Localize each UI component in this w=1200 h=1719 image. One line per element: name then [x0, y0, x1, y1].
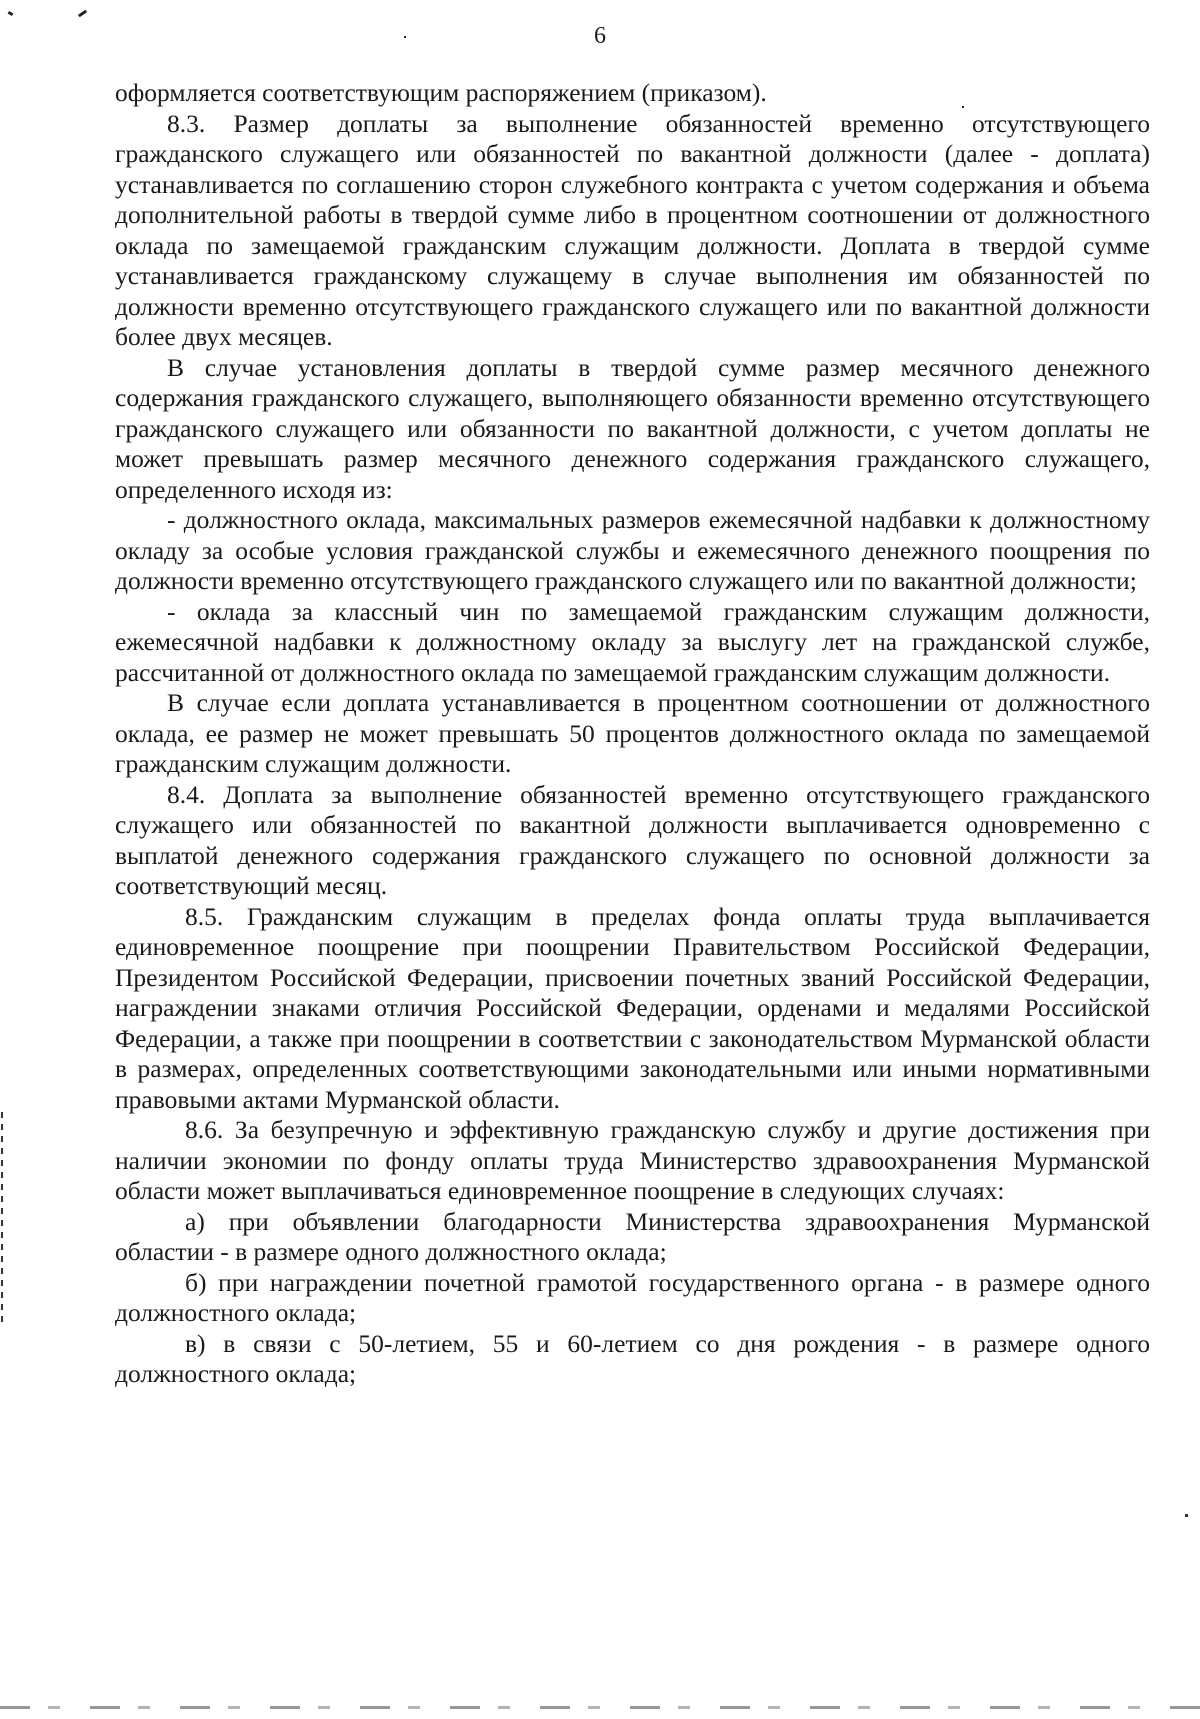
list-item-salary: - должностного оклада, максимальных размеров ежемесячной надбавки к должностному окладу за особые условия гражданской службы и ежемесячного денежного поощрения по должности временно отсутствующего гражданского служащего или по вакантной должности; — [115, 505, 1150, 595]
paragraph-percent: В случае если доплата устанавливается в процентном соотношении от должностного оклада, ее размер не может превышать 50 процентов должностного оклада по замещаемой гражданским служащим должности. — [115, 688, 1150, 778]
paragraph-8-3: 8.3. Размер доплаты за выполнение обязанностей временно отсутствующего гражданского служащего или обязанностей по вакантной должности (далее - доплата) устанавливается по соглашению сторон служебного контракта с учетом содержания и объема дополнительной работы в твердой сумме либо в процентном соотношении от должностного оклада по замещаемой гражданским служащим должности. Доплата в твердой сумме устанавливается гражданскому служащему в случае выполнения им обязанностей по должности временно отсутствующего гражданского служащего или по вакантной должности более двух месяцев. — [115, 108, 1150, 351]
list-item-a: а) при объявлении благодарности Министерства здравоохранения Мурманской областии - в размере одного должностного оклада; — [115, 1206, 1150, 1266]
document-body — [115, 78, 1150, 1390]
paragraph-8-4: 8.4. Доплата за выполнение обязанностей временно отсутствующего гражданского служащего или обязанностей по вакантной должности выплачивается одновременно с выплатой денежного содержания гражданского служащего по основной должности за соответствующий месяц. — [115, 779, 1150, 900]
paragraph-continuation: оформляется соответствующим распоряжением (приказом). — [115, 78, 767, 107]
paragraph-8-5: 8.5. Гражданским служащим в пределах фонда оплаты труда выплачивается единовременное поощрение при поощрении Правительством Российской Федерации, Президентом Российской Федерации, присвоении почетных званий Российской Федерации, награждении знаками отличия Российской Федерации, орденами и медалями Российской Федерации, а также при поощрении в соответствии с законодательством Мурманской области в размерах, определенных соответствующими законодательными или иными нормативными правовыми актами Мурманской области. — [115, 901, 1150, 1114]
scan-edge-bottom — [0, 1706, 1200, 1709]
paragraph-8-6: 8.6. За безупречную и эффективную гражданскую службу и другие достижения при наличии экономии по фонду оплаты труда Министерство здравоохранения Мурманской области может выплачиваться единовременное поощрение в следующих случаях: — [115, 1115, 1150, 1205]
list-item-v: в) в связи с 50-летием, 55 и 60-летием со дня рождения - в размере одного должностного оклада; — [115, 1328, 1150, 1388]
list-item-class-rank: - оклада за классный чин по замещаемой гражданским служащим должности, ежемесячной надбавки к должностному окладу за выслугу лет на гражданской службе, рассчитанной от должностного оклада по замещаемой гражданским служащим должности. — [115, 596, 1150, 687]
scan-artifact — [8, 11, 14, 16]
scan-artifact — [1185, 1514, 1188, 1517]
page-number: 6 — [594, 23, 606, 49]
scan-artifact — [78, 10, 87, 18]
scan-edge-left — [1, 1112, 3, 1328]
paragraph-fixed-sum: В случае установления доплаты в твердой сумме размер месячного денежного содержания гражданского служащего, выполняющего обязанности временно отсутствующего гражданского служащего или обязанности по вакантной должности, с учетом доплаты не может превышать размер месячного денежного содержания гражданского служащего, определенного исходя из: — [115, 352, 1150, 504]
list-item-b: б) при награждении почетной грамотой государственного органа - в размере одного должностного оклада; — [115, 1267, 1150, 1327]
